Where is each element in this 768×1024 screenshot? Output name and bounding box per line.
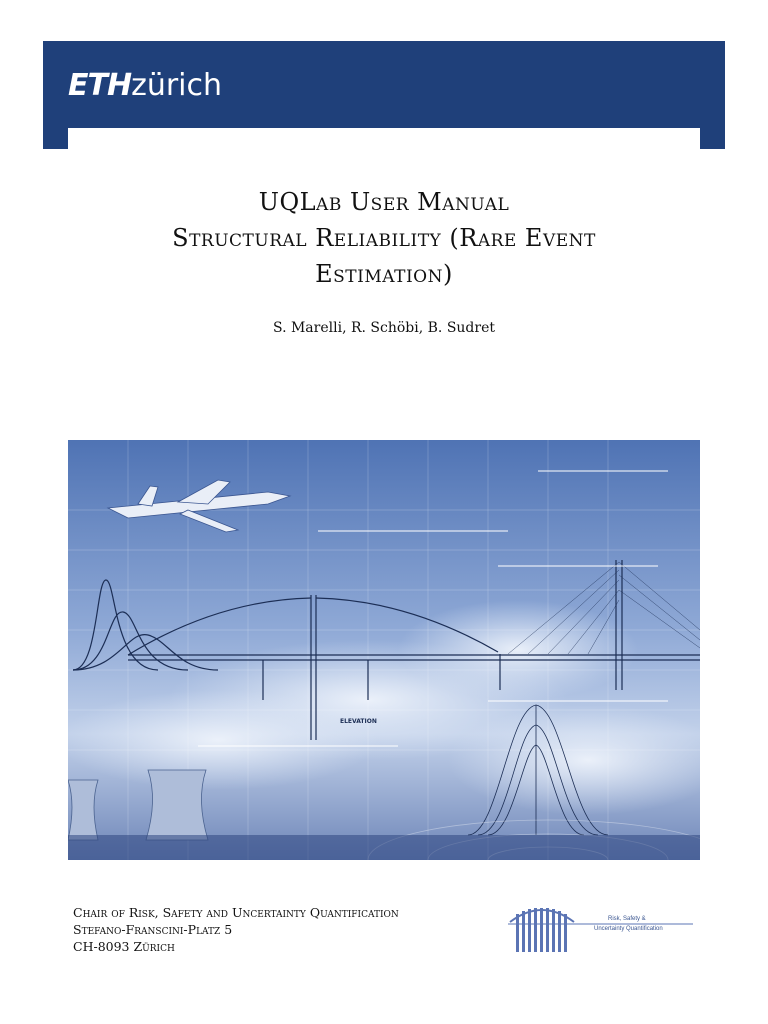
title-line-2: Structural Reliability (Rare Event	[172, 224, 596, 252]
title-line-3: Estimation)	[315, 260, 453, 288]
address-line-1: Chair of Risk, Safety and Uncertainty Quantification	[73, 905, 399, 920]
rsuq-chair-logo	[508, 904, 698, 954]
authors: S. Marelli, R. Schöbi, B. Sudret	[272, 320, 495, 336]
eth-zurich-logo	[68, 66, 222, 106]
address-line-2: Stefano-Franscini-Platz 5	[73, 922, 233, 937]
chair-address	[73, 904, 399, 955]
document-title	[80, 184, 688, 292]
title-line-1: UQLab User Manual	[258, 188, 510, 216]
address-line-3: CH-8093 Zürich	[73, 939, 175, 954]
cover-image	[68, 440, 700, 860]
chair-logo-text-1: Risk, Safety &	[608, 916, 646, 922]
banner-white-strip	[68, 128, 700, 149]
logo-zurich: zürich	[131, 68, 223, 103]
chair-logo-text-2: Uncertainty Quantification	[594, 926, 663, 932]
logo-eth: ETH	[68, 68, 132, 103]
elevation-label: ELEVATION	[340, 718, 377, 725]
